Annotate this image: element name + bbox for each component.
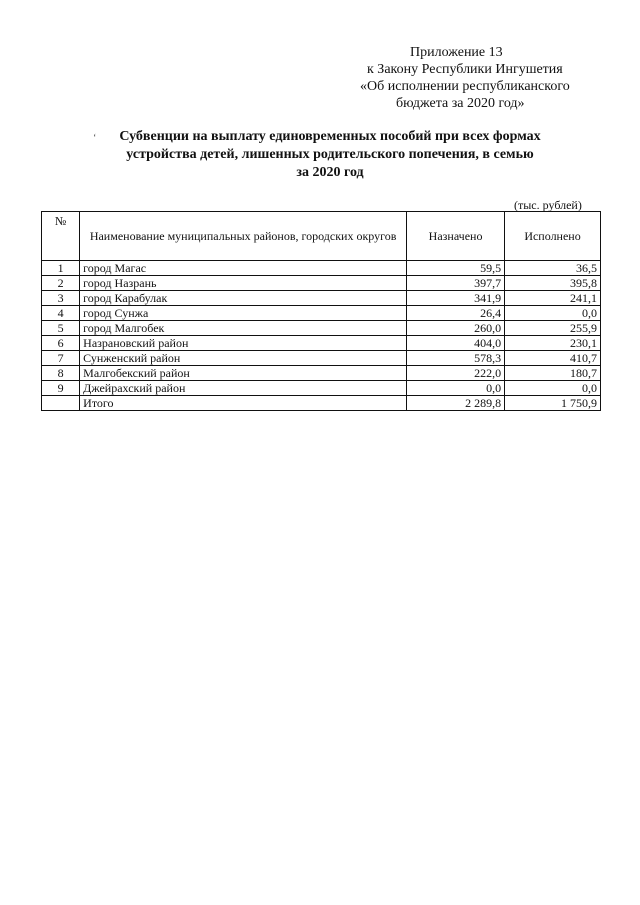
row-num: 2 (42, 276, 80, 291)
table-row (42, 336, 601, 351)
row-assigned: 260,0 (407, 321, 505, 336)
row-num: 7 (42, 351, 80, 366)
row-assigned: 59,5 (407, 261, 505, 276)
header-assigned: Назначено (407, 212, 505, 261)
row-name: город Назрань (80, 276, 407, 291)
appendix-law-title: «Об исполнении республиканского (360, 79, 570, 94)
row-num: 5 (42, 321, 80, 336)
row-assigned: 26,4 (407, 306, 505, 321)
appendix-law-title-cont: бюджета за 2020 год» (396, 96, 525, 111)
title-line-1: Субвенции на выплату единовременных пособий при всех формах (119, 129, 541, 144)
row-assigned: 397,7 (407, 276, 505, 291)
row-done: 0,0 (505, 381, 601, 396)
table-row (42, 321, 601, 336)
row-name: город Малгобек (80, 321, 407, 336)
appendix-law-ref: к Закону Республики Ингушетия (367, 62, 563, 77)
header-done: Исполнено (505, 212, 601, 261)
header-num: № (42, 212, 80, 261)
row-name: Сунженский район (80, 351, 407, 366)
subventions-table (41, 211, 601, 411)
row-name: Малгобекский район (80, 366, 407, 381)
table-row (42, 291, 601, 306)
row-num: 1 (42, 261, 80, 276)
header-name: Наименование муниципальных районов, городских округов (80, 212, 407, 261)
row-done: 395,8 (505, 276, 601, 291)
row-assigned: 222,0 (407, 366, 505, 381)
row-num: 9 (42, 381, 80, 396)
row-num: 3 (42, 291, 80, 306)
row-assigned: 0,0 (407, 381, 505, 396)
table-row (42, 366, 601, 381)
table-row (42, 261, 601, 276)
row-num: 6 (42, 336, 80, 351)
title-line-3: за 2020 год (296, 165, 364, 180)
row-assigned: 404,0 (407, 336, 505, 351)
total-done: 1 750,9 (505, 396, 601, 411)
row-name: город Сунжа (80, 306, 407, 321)
units-note: (тыс. рублей) (514, 198, 582, 212)
row-done: 0,0 (505, 306, 601, 321)
total-assigned: 2 289,8 (407, 396, 505, 411)
total-label: Итого (80, 396, 407, 411)
row-num: 8 (42, 366, 80, 381)
document-title (80, 128, 580, 182)
row-name: город Магас (80, 261, 407, 276)
row-assigned: 341,9 (407, 291, 505, 306)
row-done: 241,1 (505, 291, 601, 306)
row-done: 410,7 (505, 351, 601, 366)
total-num (42, 396, 80, 411)
row-done: 230,1 (505, 336, 601, 351)
row-done: 255,9 (505, 321, 601, 336)
row-name: Назрановский район (80, 336, 407, 351)
title-line-2: устройства детей, лишенных родительского попечения, в семью (126, 147, 534, 162)
table-row (42, 351, 601, 366)
appendix-header (330, 44, 620, 112)
row-done: 180,7 (505, 366, 601, 381)
table-total-row (42, 396, 601, 411)
row-assigned: 578,3 (407, 351, 505, 366)
row-name: город Карабулак (80, 291, 407, 306)
table-header-row (42, 212, 601, 261)
appendix-number: Приложение 13 (410, 45, 503, 60)
table-row (42, 381, 601, 396)
table-row (42, 306, 601, 321)
table-row (42, 276, 601, 291)
margin-mark: ‘ (93, 133, 97, 144)
row-done: 36,5 (505, 261, 601, 276)
row-num: 4 (42, 306, 80, 321)
row-name: Джейрахский район (80, 381, 407, 396)
